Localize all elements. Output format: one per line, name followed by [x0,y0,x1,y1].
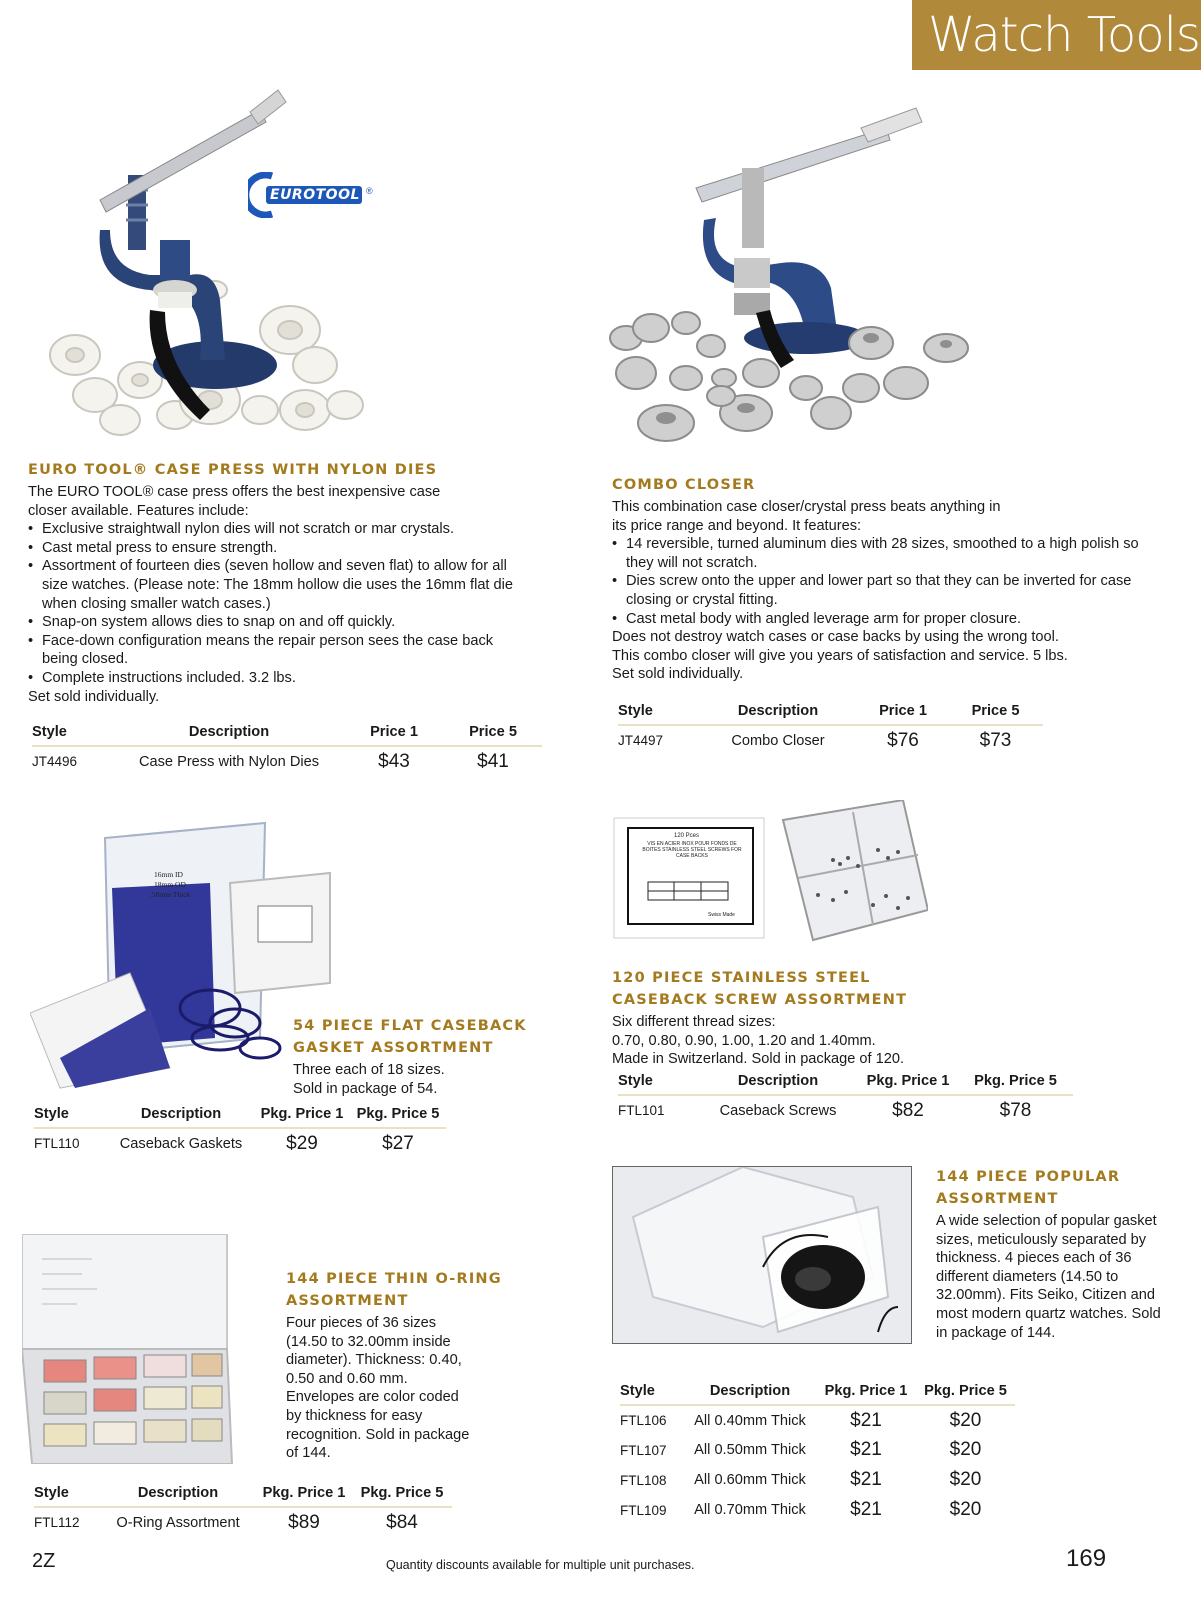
screw-line-3: Made in Switzerland. Sold in package of 120. [612,1051,905,1068]
cell-style: FTL108 [620,1472,667,1488]
screw-price-table [618,1071,1073,1125]
left-page-number: 2Z [32,1550,56,1572]
screw-line-2: 0.70, 0.80, 0.90, 1.00, 1.20 and 1.40mm. [612,1032,876,1049]
col-description: Description [114,722,344,746]
combo-closer-photo [606,88,1006,460]
gasket-box-label-1: 16mm ID [154,870,183,879]
case-press-intro: The EURO TOOL® case press offers the best inexpensive case closer available. Features include: [28,484,441,519]
case-press-description [28,483,518,706]
col-style: Style [34,1104,108,1128]
cell-price5: $73 [979,729,1012,751]
gasket-assortment-title-2: GASKET ASSORTMENT [293,1040,494,1056]
table-row [34,1507,452,1537]
combo-closer-bullet: • Dies screw onto the upper and lower part so that they can be inverted for case closing or crystal fitting. [612,572,1172,609]
col-style: Style [32,722,114,746]
registered-icon: ® [366,186,373,196]
cell-price5: $20 [949,1469,982,1490]
cell-price1: $43 [378,750,410,772]
screw-assortment-title-1: 120 PIECE STAINLESS STEEL [612,970,871,986]
combo-closer-bullet: • 14 reversible, turned aluminum dies with 28 sizes, smoothed to a high polish so they will not scratch. [612,535,1152,572]
cell-price5: $20 [949,1439,982,1460]
cell-description: Caseback Screws [719,1102,837,1119]
cell-description: O-Ring Assortment [116,1514,240,1531]
combo-closer-price-table [618,701,1043,755]
case-press-bullet: • Cast metal press to ensure strength. [28,539,518,558]
combo-closer-outro-1: Does not destroy watch cases or case backs by using the wrong tool. [612,629,1059,646]
oring-assortment-description: Four pieces of 36 sizes (14.50 to 32.00mm inside diameter). Thickness: 0.40, 0.50 and 0.60 mm. Envelopes are color coded by thickness for easy recognition. Sold in package of 144. [286,1315,470,1462]
col-description: Description [100,1483,256,1507]
cell-price5: $20 [949,1499,982,1520]
cell-price5: $41 [477,750,509,772]
screw-assortment-description [612,1013,1012,1069]
case-press-photo [40,80,440,440]
cell-style: JT4496 [32,754,78,769]
eurotool-logo [248,172,388,218]
screw-assortment-title-2: CASEBACK SCREW ASSORTMENT [612,992,908,1008]
combo-closer-intro: This combination case closer/crystal press beats anything in its price range and beyond. It features: [612,499,1001,534]
col-description: Description [698,1071,858,1095]
screw-card-title: 120 Pces [674,833,700,839]
col-pkg-price1: Pkg. Price 1 [816,1381,916,1405]
cell-description: All 0.70mm Thick [694,1502,806,1518]
section-banner: Watch Tools [912,0,1201,70]
table-row [620,1495,1015,1525]
gasket-assortment-title-1: 54 PIECE FLAT CASEBACK [293,1018,527,1034]
table-header-row [620,1381,1015,1405]
table-header-row [34,1104,446,1128]
table-row [618,1095,1073,1125]
table-row [620,1405,1015,1435]
cell-description: All 0.50mm Thick [694,1442,806,1458]
cell-price1: $21 [850,1469,882,1490]
table-header-row [32,722,542,746]
col-pkg-price1: Pkg. Price 1 [256,1483,352,1507]
table-row [34,1128,446,1158]
cell-price1: $29 [286,1132,318,1154]
case-press-title: EURO TOOL® CASE PRESS WITH NYLON DIES [28,462,438,478]
right-page-number: 169 [1066,1545,1107,1572]
table-header-row [618,1071,1073,1095]
cell-price1: $21 [850,1439,882,1460]
col-description: Description [108,1104,254,1128]
col-style: Style [618,1071,698,1095]
cell-price1: $89 [288,1511,320,1533]
col-description: Description [684,1381,816,1405]
table-row [618,725,1043,755]
cell-price1: $21 [850,1499,882,1520]
case-press-outro: Set sold individually. [28,688,160,705]
gasket-assortment-description [293,1061,493,1098]
case-press-bullet: • Exclusive straightwall nylon dies will not scratch or mar crystals. [28,520,518,539]
cell-price1: $76 [887,729,919,751]
cell-price5: $78 [999,1099,1032,1121]
cell-price5: $27 [382,1132,414,1154]
cell-style: JT4497 [618,733,664,748]
col-price5: Price 5 [444,722,542,746]
cell-description: Case Press with Nylon Dies [138,753,320,770]
popular-assortment-description: A wide selection of popular gasket sizes, meticulously separated by thickness. 4 pieces each of 36 different diameters (14.50 to 32.00mm). Fits Seiko, Citizen and most modern quartz watches. Sold in package of 144. [936,1213,1161,1341]
oring-assortment-title-1: 144 PIECE THIN O-RING [286,1271,502,1287]
table-row [32,746,542,776]
col-pkg-price1: Pkg. Price 1 [858,1071,958,1095]
cell-price5: $20 [949,1409,982,1431]
table-header-row [34,1483,452,1507]
table-row [620,1435,1015,1465]
col-style: Style [620,1381,684,1405]
col-pkg-price1: Pkg. Price 1 [254,1104,350,1128]
col-price1: Price 1 [344,722,444,746]
col-pkg-price5: Pkg. Price 5 [350,1104,446,1128]
case-press-bullet: • Snap-on system allows dies to snap on and off quickly. [28,613,518,632]
case-press-bullet: • Complete instructions included. 3.2 lbs. [28,669,518,688]
cell-description: Combo Closer [731,732,825,749]
col-pkg-price5: Pkg. Price 5 [958,1071,1073,1095]
cell-style: FTL110 [34,1136,80,1151]
combo-closer-description [612,498,1172,684]
col-price1: Price 1 [858,701,948,725]
popular-assortment-title-2: ASSORTMENT [936,1191,1059,1207]
screw-assortment-photo [608,800,928,955]
cell-description: All 0.40mm Thick [694,1412,806,1429]
col-style: Style [34,1483,100,1507]
table-header-row [618,701,1043,725]
cell-style: FTL101 [618,1103,665,1118]
table-row [620,1465,1015,1495]
gasket-line-2: Sold in package of 54. [293,1080,438,1097]
screw-card-origin: Swiss Made [708,912,735,918]
cell-price1: $21 [850,1409,882,1431]
gasket-box-label-3: .50mm Thick [150,890,191,899]
cell-price5: $84 [386,1511,418,1533]
cell-price1: $82 [892,1099,924,1121]
case-press-bullet: • Assortment of fourteen dies (seven hollow and seven flat) to allow for all size watches. (Please note: The 18mm hollow die uses the 16mm flat die when closing smaller watch cases.) [28,557,518,613]
case-press-price-table [32,722,542,776]
screw-line-1: Six different thread sizes: [612,1014,776,1030]
gasket-box-label-2: 18mm OD [154,880,186,889]
col-price5: Price 5 [948,701,1043,725]
footer-note: Quantity discounts available for multiple unit purchases. [386,1558,695,1572]
oring-assortment-photo [22,1234,287,1464]
combo-closer-title: COMBO CLOSER [612,477,756,493]
combo-closer-bullet: • Cast metal body with angled leverage arm for proper closure. [612,610,1172,629]
popular-assortment-photo [612,1166,912,1344]
case-press-bullet: • Face-down configuration means the repair person sees the case back being closed. [28,632,518,669]
cell-style: FTL109 [620,1502,667,1518]
col-description: Description [698,701,858,725]
col-pkg-price5: Pkg. Price 5 [916,1381,1015,1405]
cell-style: FTL107 [620,1442,667,1458]
cell-description: All 0.60mm Thick [694,1472,806,1488]
logo-text: EUROTOOL [270,187,360,203]
col-style: Style [618,701,698,725]
cell-style: FTL112 [34,1515,80,1530]
oring-price-table [34,1483,452,1537]
col-pkg-price5: Pkg. Price 5 [352,1483,452,1507]
screw-card-text: VIS EN ACIER INOX POUR FONDS DE BOITES STAINLESS STEEL SCREWS FOR CASE BACKS [642,841,742,859]
gasket-line-1: Three each of 18 sizes. [293,1062,445,1078]
combo-closer-outro-2: This combo closer will give you years of satisfaction and service. 5 lbs. [612,647,1068,664]
popular-price-table [620,1381,1015,1525]
popular-assortment-title-1: 144 PIECE POPULAR [936,1169,1121,1185]
cell-style: FTL106 [620,1413,667,1428]
gasket-price-table [34,1104,446,1158]
cell-description: Caseback Gaskets [119,1135,243,1152]
combo-closer-outro-3: Set sold individually. [612,666,744,683]
oring-assortment-title-2: ASSORTMENT [286,1293,409,1309]
